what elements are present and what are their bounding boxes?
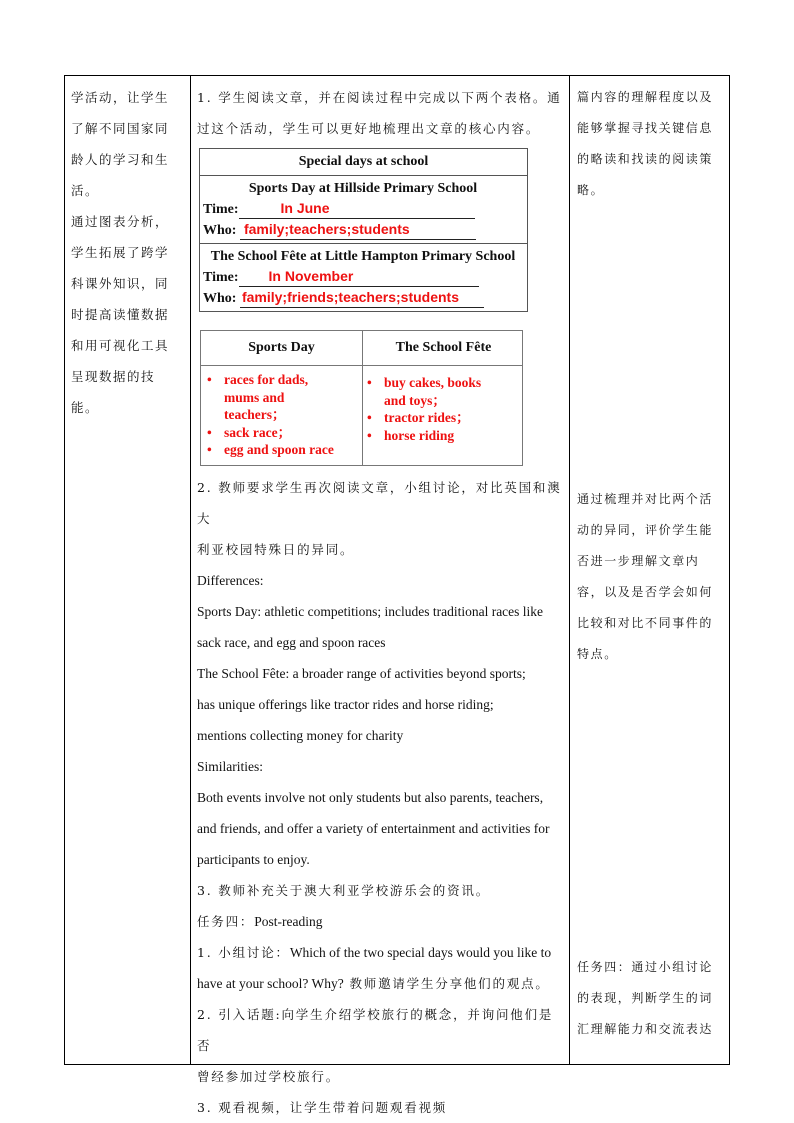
list-item: • sack race；	[224, 424, 334, 442]
left-line: 时提高读懂数据	[71, 307, 170, 322]
question-1-en2: have at your school? Why?	[197, 976, 344, 991]
time-label: Time:	[203, 202, 239, 217]
similarities-heading: Similarities:	[197, 759, 263, 774]
time-answer: In November	[268, 268, 354, 284]
left-column	[71, 82, 181, 423]
similarities-text: and friends, and offer a variety of entertainment and activities for	[197, 821, 550, 836]
right-line: 篇内容的理解程度以及	[577, 90, 714, 104]
step2-line: 利亚校园特殊日的异同。	[197, 542, 355, 557]
list-item: • tractor rides；	[384, 409, 481, 427]
right-column-block-2	[577, 484, 727, 670]
right-line: 汇理解能力和交流表达	[577, 1022, 714, 1036]
right-line: 容，以及是否学会如何	[577, 585, 714, 599]
time-row	[203, 199, 523, 220]
time-label: Time:	[203, 270, 239, 285]
right-column-block-1	[577, 82, 727, 206]
task4-title: Post-reading	[254, 914, 323, 929]
table-header: Special days at school	[200, 149, 527, 176]
comparison-table	[200, 330, 523, 466]
list-item: • egg and spoon race	[224, 441, 334, 459]
fete-text: has unique offerings like tractor rides and horse riding;	[197, 697, 494, 712]
list-item: • horse riding	[384, 427, 481, 445]
left-line: 学生拓展了跨学	[71, 245, 170, 260]
intro-line: 过这个活动，学生可以更好地梳理出文章的核心内容。	[197, 121, 541, 136]
list-item: • races for dads,	[224, 371, 334, 389]
event-block-sports-day	[200, 176, 527, 243]
sports-day-header: Sports Day	[248, 340, 315, 355]
who-row	[203, 220, 523, 241]
question-3: 3. 观看视频，让学生带着问题观看视频	[197, 1100, 448, 1115]
left-line: 通过图表分析，	[71, 214, 170, 229]
differences-heading: Differences:	[197, 573, 264, 588]
right-column-block-3	[577, 952, 727, 1045]
left-line: 学活动，让学生	[71, 90, 170, 105]
right-line: 特点。	[577, 647, 618, 661]
question-2: 曾经参加过学校旅行。	[197, 1069, 341, 1084]
sports-day-text: Sports Day: athletic competitions; includes traditional races like	[197, 604, 544, 619]
left-line: 龄人的学习和生	[71, 152, 170, 167]
question-1	[197, 937, 565, 968]
right-line: 否进一步理解文章内	[577, 554, 700, 568]
left-line: 能。	[71, 400, 100, 415]
right-line: 动的异同，评价学生能	[577, 523, 714, 537]
who-label: Who:	[203, 223, 237, 238]
divider	[362, 331, 363, 465]
left-line: 活。	[71, 183, 100, 198]
left-line: 了解不同国家同	[71, 121, 170, 136]
question-2: 2. 引入话题:向学生介绍学校旅行的概念，并询问他们是否	[197, 1007, 554, 1053]
who-answer: family;teachers;students	[243, 221, 410, 237]
right-line: 任务四：通过小组讨论	[577, 960, 714, 974]
time-answer: In June	[280, 200, 330, 216]
similarities-text: Both events involve not only students but also parents, teachers,	[197, 790, 544, 805]
task4-prefix: 任务四：	[197, 914, 255, 929]
sports-day-list	[204, 371, 334, 459]
fete-text: mentions collecting money for charity	[197, 728, 404, 743]
school-fete-header: The School Fête	[395, 340, 492, 355]
who-answer: family;friends;teachers;students	[241, 289, 460, 305]
right-line: 通过梳理并对比两个活	[577, 492, 714, 506]
special-days-table	[199, 148, 528, 312]
fete-text: The School Fête: a broader range of activities beyond sports;	[197, 666, 526, 681]
middle-column	[197, 82, 565, 144]
intro-line: 1. 学生阅读文章，并在阅读过程中完成以下两个表格。通	[197, 90, 562, 105]
step3-line: 3. 教师补充关于澳大利亚学校游乐会的资讯。	[197, 883, 491, 898]
task4-heading	[197, 906, 565, 937]
right-line: 比较和对比不同事件的	[577, 616, 714, 630]
similarities-text: participants to enjoy.	[197, 852, 310, 867]
who-label: Who:	[203, 291, 237, 306]
event-title: Sports Day at Hillside Primary School	[248, 181, 478, 196]
school-fete-list	[364, 374, 481, 444]
time-row	[203, 267, 523, 288]
middle-column-lower	[197, 472, 565, 1123]
list-item: mums and	[224, 389, 285, 405]
event-title: The School Fête at Little Hampton Primary School	[210, 249, 516, 264]
step2-line: 2. 教师要求学生再次阅读文章，小组讨论，对比英国和澳大	[197, 480, 562, 526]
list-item: and toys；	[384, 392, 446, 408]
who-row	[203, 288, 523, 309]
question-1-en: Which of the two special days would you like to	[289, 945, 552, 960]
question-1-cn: 1. 小组讨论：	[197, 945, 290, 960]
question-1-cn2: 教师邀请学生分享他们的观点。	[343, 976, 550, 991]
right-line: 的表现，判断学生的词	[577, 991, 714, 1005]
right-line: 能够掌握寻找关键信息	[577, 121, 714, 135]
list-item: • buy cakes, books	[384, 374, 481, 392]
sports-day-text: sack race, and egg and spoon races	[197, 635, 386, 650]
event-block-school-fete	[200, 243, 527, 311]
right-line: 略。	[577, 183, 605, 197]
left-line: 科课外知识，同	[71, 276, 170, 291]
left-line: 呈现数据的技	[71, 369, 156, 384]
lesson-plan-table	[64, 75, 730, 1115]
right-line: 的略读和找读的阅读策	[577, 152, 714, 166]
column-divider	[569, 76, 570, 1064]
list-item: teachers；	[224, 407, 286, 422]
column-divider	[190, 76, 191, 1064]
left-line: 和用可视化工具	[71, 338, 170, 353]
question-1-cont	[197, 968, 565, 999]
